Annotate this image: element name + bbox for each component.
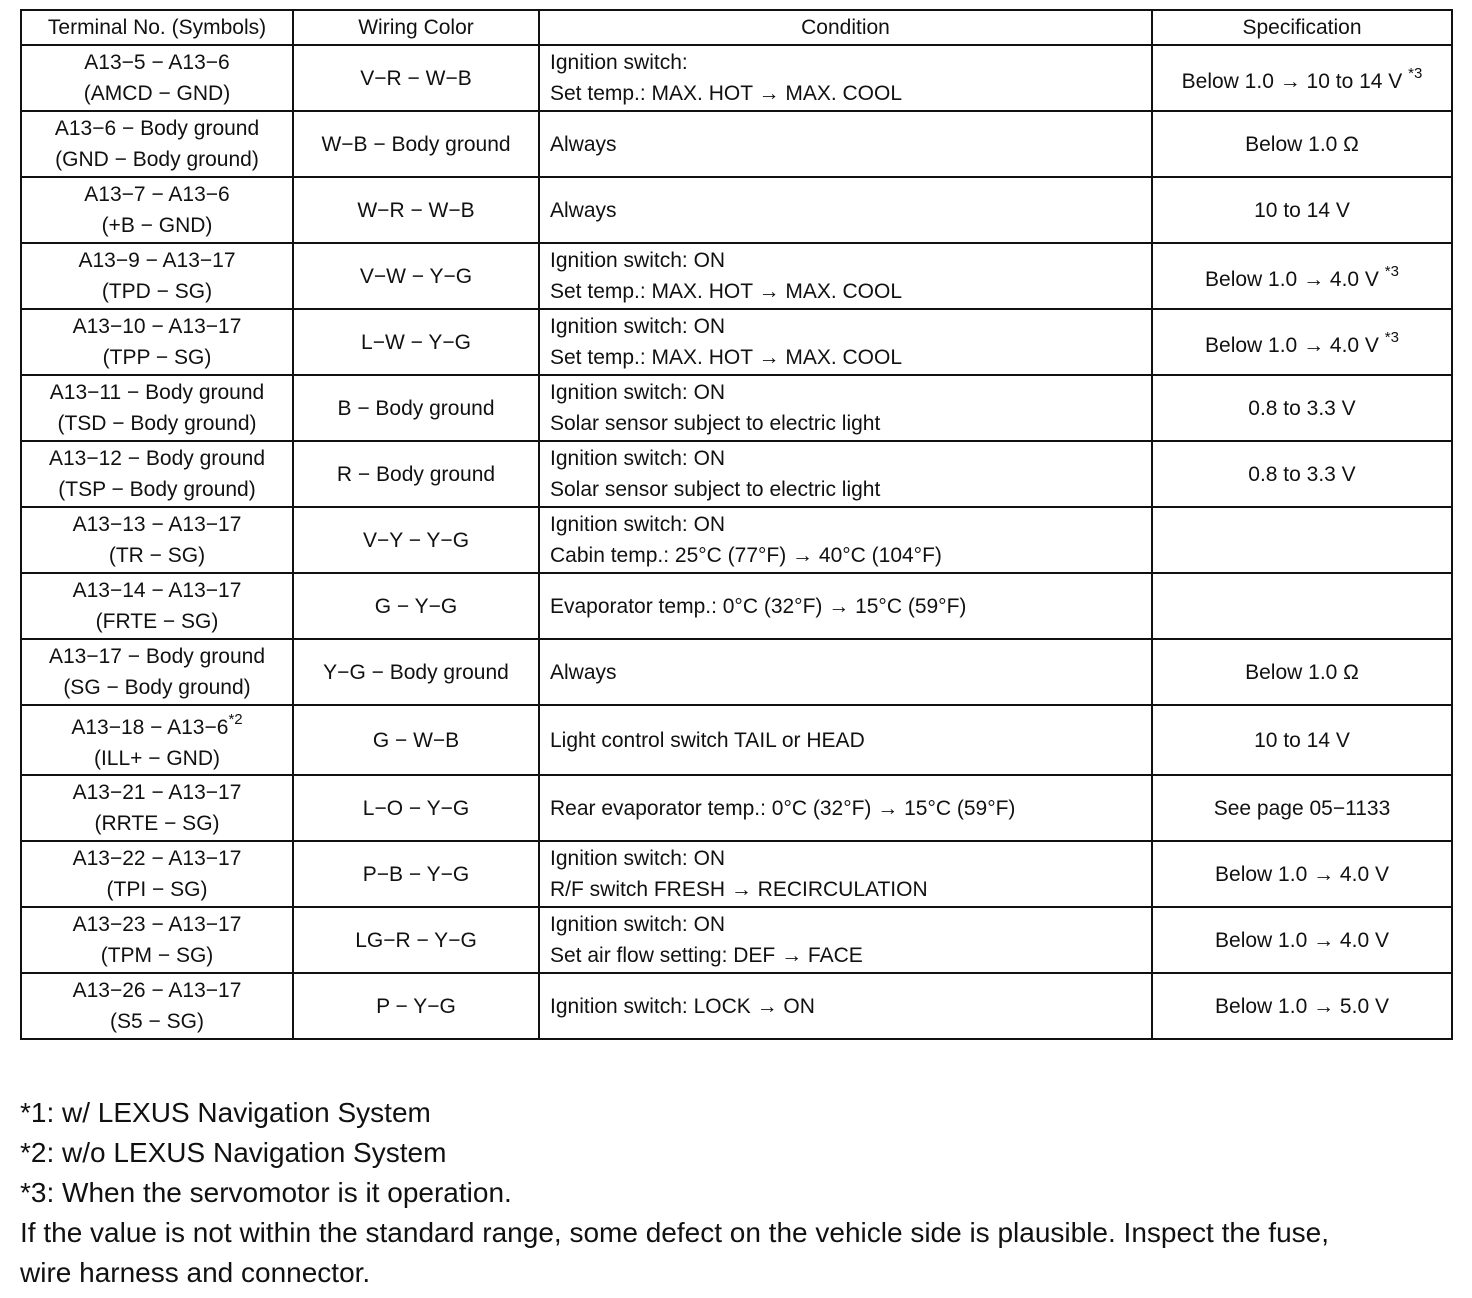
specification-footnote-ref: *3 [1384, 262, 1399, 280]
wiring-color-cell: G − Y−G [293, 573, 539, 639]
terminal-cell [21, 177, 293, 243]
condition-cell [539, 705, 1152, 775]
inspection-note-line-1: If the value is not within the standard range, some defect on the vehicle side is plausible. Inspect the fuse, [20, 1217, 1329, 1248]
terminal-pins [32, 377, 282, 408]
header-specification: Specification [1152, 10, 1452, 45]
terminal-cell [21, 775, 293, 841]
terminal-symbols: (TPM − SG) [100, 944, 214, 967]
terminal-symbols: (AMCD − GND) [83, 82, 231, 105]
terminal-cell [21, 45, 293, 111]
specification-value: Below 1.0 → 4.0 V [1205, 267, 1379, 291]
terminal-pins-text: A13−14 − A13−17 [72, 579, 242, 602]
terminal-pins-text: A13−6 − Body ground [54, 117, 260, 140]
terminal-pins-text: A13−17 − Body ground [48, 645, 265, 668]
specification-cell [1152, 705, 1452, 775]
condition-line: Always [550, 198, 617, 222]
wiring-color-cell: LG−R − Y−G [293, 907, 539, 973]
specification-cell [1152, 573, 1452, 639]
wiring-color-cell: B − Body ground [293, 375, 539, 441]
terminal-pins-text: A13−21 − A13−17 [72, 781, 242, 804]
table-row [21, 705, 1452, 775]
table-row [21, 309, 1452, 375]
table-row [21, 375, 1452, 441]
terminal-cell [21, 639, 293, 705]
condition-line: Ignition switch: [550, 51, 688, 74]
terminal-pins [32, 641, 282, 672]
condition-line: Ignition switch: ON [550, 315, 726, 338]
specification-cell [1152, 45, 1452, 111]
terminal-pins-text: A13−9 − A13−17 [78, 249, 236, 272]
terminal-pins-text: A13−13 − A13−17 [72, 513, 242, 536]
condition-cell [539, 507, 1152, 573]
terminal-cell [21, 375, 293, 441]
specification-cell [1152, 507, 1452, 573]
condition-line: Solar sensor subject to electric light [550, 412, 881, 435]
terminal-pins [32, 443, 282, 474]
terminal-symbols: (TR − SG) [108, 544, 206, 567]
terminal-pins-text: A13−23 − A13−17 [72, 913, 242, 936]
terminal-pins [32, 575, 282, 606]
terminal-cell [21, 111, 293, 177]
condition-line: Set air flow setting: DEF → FACE [550, 944, 863, 967]
specification-cell [1152, 243, 1452, 309]
terminal-cell [21, 907, 293, 973]
terminal-symbols: (TSD − Body ground) [57, 412, 257, 435]
specification-cell [1152, 973, 1452, 1039]
terminal-symbols: (TSP − Body ground) [58, 478, 256, 501]
terminal-pins [32, 311, 282, 342]
condition-cell [539, 841, 1152, 907]
terminal-cell [21, 309, 293, 375]
terminal-cell [21, 705, 293, 775]
header-condition: Condition [539, 10, 1152, 45]
terminal-cell [21, 841, 293, 907]
condition-line: Ignition switch: ON [550, 913, 726, 936]
terminal-symbols: (ILL+ − GND) [93, 747, 221, 770]
condition-line: Evaporator temp.: 0°C (32°F) → 15°C (59°F) [550, 594, 967, 618]
specification-cell [1152, 841, 1452, 907]
wiring-color-cell: V−R − W−B [293, 45, 539, 111]
terminal-pins [32, 706, 282, 743]
wiring-color-cell: Y−G − Body ground [293, 639, 539, 705]
terminal-cell [21, 243, 293, 309]
condition-line: Ignition switch: ON [550, 249, 726, 272]
condition-cell [539, 907, 1152, 973]
condition-line: Light control switch TAIL or HEAD [550, 728, 865, 752]
table-row [21, 775, 1452, 841]
wiring-color-cell: P − Y−G [293, 973, 539, 1039]
condition-cell [539, 309, 1152, 375]
terminal-pins-text: A13−7 − A13−6 [84, 183, 230, 206]
terminal-symbols: (TPP − SG) [102, 346, 212, 369]
condition-line: Rear evaporator temp.: 0°C (32°F) → 15°C (59°F) [550, 796, 1016, 820]
specification-value: Below 1.0 Ω [1245, 660, 1359, 684]
terminal-symbols: (RRTE − SG) [94, 812, 220, 835]
terminal-symbols: (GND − Body ground) [55, 148, 259, 171]
terminal-cell [21, 573, 293, 639]
specification-cell [1152, 375, 1452, 441]
wiring-color-cell: V−Y − Y−G [293, 507, 539, 573]
specification-cell [1152, 639, 1452, 705]
specification-cell [1152, 111, 1452, 177]
wiring-color-cell: V−W − Y−G [293, 243, 539, 309]
wiring-color-cell: R − Body ground [293, 441, 539, 507]
specification-value: Below 1.0 → 4.0 V [1205, 333, 1379, 357]
specification-value: 10 to 14 V [1254, 198, 1350, 222]
specification-cell [1152, 177, 1452, 243]
terminal-cell [21, 507, 293, 573]
specification-cell [1152, 309, 1452, 375]
table-row [21, 243, 1452, 309]
specification-cell [1152, 907, 1452, 973]
condition-cell [539, 111, 1152, 177]
condition-line: Set temp.: MAX. HOT → MAX. COOL [550, 280, 903, 303]
wiring-color-cell: L−W − Y−G [293, 309, 539, 375]
wiring-color-cell: G − W−B [293, 705, 539, 775]
specification-cell [1152, 441, 1452, 507]
wiring-color-cell: W−B − Body ground [293, 111, 539, 177]
table-row [21, 441, 1452, 507]
condition-line: Ignition switch: ON [550, 513, 726, 536]
terminal-pins [32, 777, 282, 808]
terminal-pins [32, 909, 282, 940]
specification-value: 10 to 14 V [1254, 728, 1350, 752]
specification-value: See page 05−1133 [1213, 796, 1391, 820]
terminal-pins-text: A13−11 − Body ground [49, 381, 265, 404]
terminal-pins [32, 113, 282, 144]
condition-line: Set temp.: MAX. HOT → MAX. COOL [550, 346, 903, 369]
terminal-pins [32, 47, 282, 78]
condition-cell [539, 775, 1152, 841]
condition-cell [539, 375, 1152, 441]
condition-cell [539, 177, 1152, 243]
condition-cell [539, 639, 1152, 705]
condition-cell [539, 45, 1152, 111]
specification-value: 0.8 to 3.3 V [1248, 396, 1356, 420]
terminal-pins [32, 975, 282, 1006]
wiring-color-cell: W−R − W−B [293, 177, 539, 243]
terminal-symbols: (TPI − SG) [106, 878, 208, 901]
condition-cell [539, 573, 1152, 639]
header-wiring-color: Wiring Color [293, 10, 539, 45]
specification-cell [1152, 775, 1452, 841]
terminal-pins [32, 245, 282, 276]
specification-value: Below 1.0 Ω [1245, 132, 1359, 156]
condition-line: Ignition switch: ON [550, 847, 726, 870]
condition-cell [539, 973, 1152, 1039]
footnote-3: *3: When the servomotor is it operation. [20, 1177, 512, 1208]
condition-line: Set temp.: MAX. HOT → MAX. COOL [550, 82, 903, 105]
condition-line: Ignition switch: ON [550, 447, 726, 470]
table-row [21, 907, 1452, 973]
specification-value: Below 1.0 → 10 to 14 V [1181, 69, 1403, 93]
terminal-symbols: (TPD − SG) [101, 280, 213, 303]
wiring-color-cell: P−B − Y−G [293, 841, 539, 907]
condition-line: Ignition switch: LOCK → ON [550, 994, 815, 1018]
table-header-row [21, 10, 1452, 45]
specification-value: Below 1.0 → 4.0 V [1215, 928, 1389, 952]
condition-line: R/F switch FRESH → RECIRCULATION [550, 878, 928, 901]
condition-line: Cabin temp.: 25°C (77°F) → 40°C (104°F) [550, 544, 942, 567]
terminal-pins-text: A13−18 − A13−6 [71, 716, 229, 739]
table-row [21, 111, 1452, 177]
condition-line: Ignition switch: ON [550, 381, 726, 404]
table-row [21, 841, 1452, 907]
terminal-cell [21, 973, 293, 1039]
footnote-2: *2: w/o LEXUS Navigation System [20, 1137, 447, 1168]
wiring-color-cell: L−O − Y−G [293, 775, 539, 841]
table-row [21, 45, 1452, 111]
table-row [21, 573, 1452, 639]
terminal-symbols: (FRTE − SG) [95, 610, 219, 633]
terminal-pins [32, 509, 282, 540]
footnotes [20, 1093, 1460, 1293]
terminal-pins-text: A13−10 − A13−17 [72, 315, 242, 338]
terminal-spec-table [20, 9, 1453, 1040]
header-terminal: Terminal No. (Symbols) [21, 10, 293, 45]
table-row [21, 973, 1452, 1039]
condition-line: Always [550, 132, 617, 156]
terminal-pins-text: A13−26 − A13−17 [72, 979, 242, 1002]
terminal-pins-text: A13−22 − A13−17 [72, 847, 242, 870]
terminal-pins-text: A13−5 − A13−6 [84, 51, 230, 74]
specification-footnote-ref: *3 [1384, 328, 1399, 346]
condition-cell [539, 441, 1152, 507]
specification-value: 0.8 to 3.3 V [1248, 462, 1356, 486]
terminal-cell [21, 441, 293, 507]
table-row [21, 639, 1452, 705]
terminal-pins-text: A13−12 − Body ground [48, 447, 265, 470]
specification-value: Below 1.0 → 5.0 V [1215, 994, 1389, 1018]
inspection-note-line-2: wire harness and connector. [20, 1257, 371, 1288]
terminal-footnote-ref: *2 [228, 711, 243, 728]
table-body [21, 45, 1452, 1039]
table-row [21, 507, 1452, 573]
terminal-pins [32, 179, 282, 210]
terminal-pins [32, 843, 282, 874]
condition-line: Solar sensor subject to electric light [550, 478, 881, 501]
footnote-1: *1: w/ LEXUS Navigation System [20, 1097, 431, 1128]
table-row [21, 177, 1452, 243]
condition-cell [539, 243, 1152, 309]
terminal-symbols: (S5 − SG) [110, 1010, 204, 1033]
terminal-symbols: (SG − Body ground) [63, 676, 251, 699]
terminal-symbols: (+B − GND) [101, 214, 213, 237]
specification-footnote-ref: *3 [1408, 64, 1423, 82]
specification-value: Below 1.0 → 4.0 V [1215, 862, 1389, 886]
condition-line: Always [550, 660, 617, 684]
